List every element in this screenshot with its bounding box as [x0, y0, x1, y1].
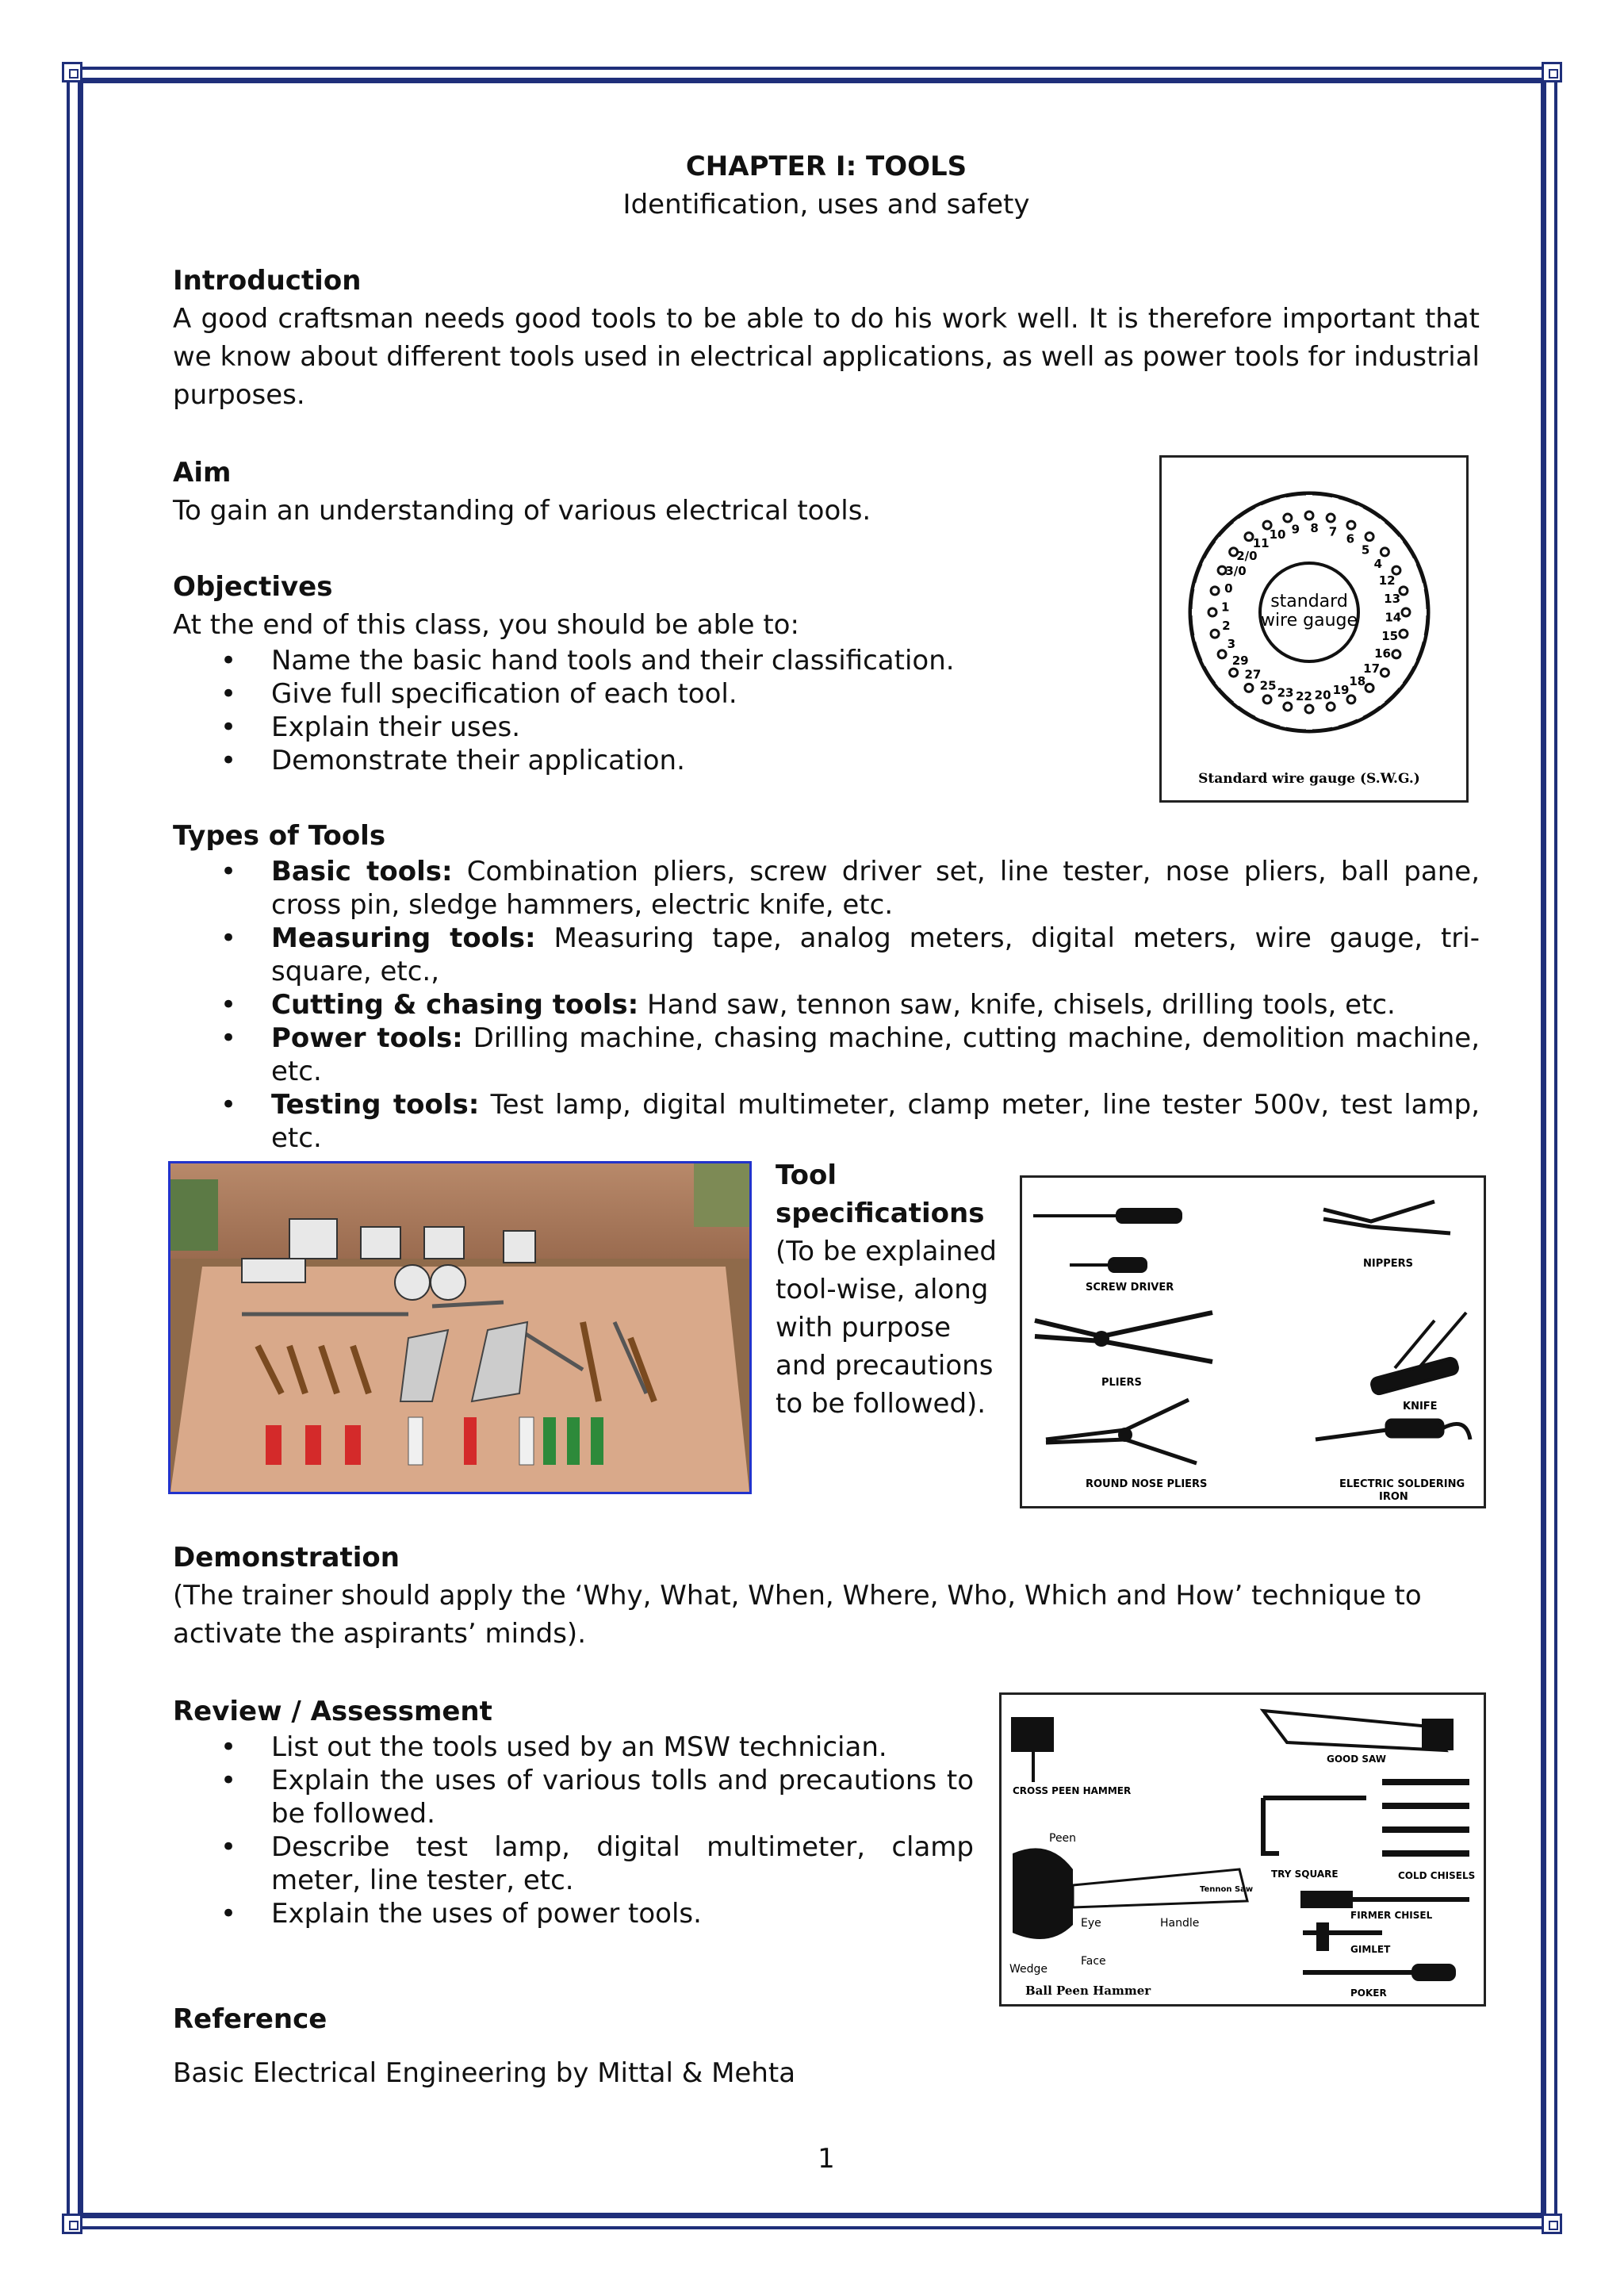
- label-soldering-iron-2: IRON: [1379, 1491, 1408, 1503]
- gauge-number: 2/0: [1236, 548, 1258, 563]
- gauge-slot-end: [1284, 703, 1292, 711]
- gauge-number: 12: [1378, 573, 1396, 588]
- tool-specs-text: (To be explained tool-wise, along with purpose and precautions to be followed).: [776, 1236, 997, 1420]
- gauge-center-text: wire gauge: [1260, 611, 1358, 631]
- reference-heading: Reference: [173, 2003, 327, 2035]
- gauge-slot-end: [1263, 696, 1271, 703]
- label-soldering-iron: ELECTRIC SOLDERING: [1339, 1478, 1465, 1490]
- gauge-number: 9: [1291, 522, 1300, 537]
- gauge-number: 11: [1252, 536, 1270, 551]
- hand-tools-drawing: [1022, 1178, 1484, 1506]
- gauge-slot-end: [1305, 705, 1313, 713]
- review-heading: Review / Assessment: [173, 1696, 492, 1727]
- list-item: [173, 1088, 1480, 1155]
- list-item: • Name the basic hand tools and their classification.: [173, 644, 1124, 677]
- chapter-title: CHAPTER I: TOOLS: [685, 151, 967, 182]
- gauge-number: 23: [1277, 685, 1294, 700]
- gauge-number: 13: [1384, 591, 1401, 606]
- tool-type-text: Measuring tape, analog meters, digital meters, wire gauge, tri-square, etc.,: [271, 922, 1480, 987]
- gauge-number: 27: [1244, 667, 1262, 682]
- gauge-number: 19: [1332, 683, 1350, 698]
- label-peen: Peen: [1049, 1832, 1077, 1845]
- demonstration-heading: Demonstration: [173, 1542, 400, 1573]
- objectives-heading: Objectives: [173, 571, 333, 603]
- label-handle: Handle: [1160, 1917, 1200, 1930]
- gauge-slot-end: [1284, 514, 1292, 522]
- gauge-slot-end: [1208, 608, 1216, 616]
- gauge-number: 1: [1220, 600, 1230, 615]
- types-list: [173, 855, 1480, 1155]
- tool-type-label: Power tools:: [271, 1022, 463, 1054]
- label-cross-peen-hammer: CROSS PEEN HAMMER: [1013, 1785, 1132, 1796]
- gauge-number: 14: [1385, 610, 1402, 625]
- wire-gauge-figure: [1159, 455, 1469, 803]
- gauge-slot-end: [1245, 533, 1253, 541]
- tool-type-text: Drilling machine, chasing machine, cutting machine, demolition machine, etc.: [271, 1022, 1480, 1087]
- review-list: [173, 1731, 974, 1930]
- gauge-slot-end: [1327, 703, 1335, 711]
- gauge-number: 29: [1231, 653, 1249, 668]
- gauge-number: 0: [1224, 581, 1233, 596]
- tool-type-label: Measuring tools:: [271, 922, 536, 954]
- list-item: • Explain the uses of power tools.: [173, 1897, 974, 1930]
- border-corner: [1542, 62, 1562, 82]
- list-item: [173, 922, 1480, 988]
- gauge-number: 22: [1295, 688, 1312, 703]
- introduction-text: A good craftsman needs good tools to be able to do his work well. It is therefore important that we know about different tools used in electrical applications, as well as power tools for industrial purposes.: [173, 303, 1480, 411]
- label-cold-chisels: COLD CHISELS: [1398, 1870, 1476, 1881]
- gauge-number: 3/0: [1225, 564, 1247, 579]
- reference-text: Basic Electrical Engineering by Mittal & Mehta: [173, 2057, 796, 2089]
- gauge-number: 20: [1314, 688, 1331, 703]
- workshop-tools-drawing: [1002, 1695, 1484, 2004]
- types-heading: Types of Tools: [173, 820, 386, 852]
- gauge-slot-end: [1381, 669, 1388, 677]
- label-face: Face: [1081, 1955, 1106, 1968]
- tool-type-text: Test lamp, digital multimeter, clamp meter, line tester 500v, test lamp, etc.: [271, 1089, 1480, 1154]
- gauge-slot-end: [1365, 684, 1373, 692]
- gauge-slot-end: [1400, 630, 1408, 638]
- gauge-slot-end: [1381, 548, 1388, 556]
- label-round-nose-pliers: ROUND NOSE PLIERS: [1086, 1478, 1208, 1490]
- list-item: • Give full specification of each tool.: [173, 677, 1124, 711]
- gauge-slot-end: [1365, 533, 1373, 541]
- tool-specs-heading: Tool specifications: [776, 1159, 985, 1229]
- gauge-slot-end: [1392, 650, 1400, 658]
- gauge-caption: Standard wire gauge (S.W.G.): [1198, 771, 1420, 787]
- gauge-slot-end: [1218, 650, 1226, 658]
- gauge-number: 5: [1361, 542, 1370, 558]
- gauge-number: 4: [1373, 557, 1383, 572]
- gauge-slot-end: [1211, 630, 1219, 638]
- list-item: • List out the tools used by an MSW technician.: [173, 1731, 974, 1764]
- list-item: [173, 988, 1480, 1022]
- label-firmer-chisel: FIRMER CHISEL: [1350, 1910, 1433, 1921]
- aim-heading: Aim: [173, 457, 232, 489]
- page-number: 1: [818, 2143, 835, 2175]
- gauge-slot-end: [1400, 587, 1408, 595]
- label-screw-driver: SCREW DRIVER: [1086, 1282, 1174, 1294]
- list-item: • Explain their uses.: [173, 711, 1124, 744]
- tools-photo: [168, 1161, 752, 1494]
- gauge-slot-end: [1402, 608, 1410, 616]
- objectives-lead: At the end of this class, you should be able to:: [173, 609, 799, 641]
- gauge-number: 25: [1259, 678, 1277, 693]
- label-gimlet: GIMLET: [1350, 1944, 1391, 1955]
- tool-type-label: Basic tools:: [271, 856, 453, 887]
- wire-gauge-drawing: [1162, 458, 1466, 800]
- label-try-square: TRY SQUARE: [1271, 1869, 1339, 1880]
- tool-type-text: Combination pliers, screw driver set, line tester, nose pliers, ball pane, cross pin, sledge hammers, electric knife, etc.: [271, 856, 1480, 921]
- label-knife: KNIFE: [1403, 1401, 1438, 1412]
- border-corner: [62, 2214, 82, 2234]
- list-item: [173, 1022, 1480, 1088]
- tool-specs-block: [776, 1156, 1005, 1423]
- label-ball-peen-hammer: Ball Peen Hammer: [1025, 1984, 1151, 1998]
- gauge-number: 10: [1269, 527, 1286, 542]
- border-corner: [62, 62, 82, 82]
- chapter-subtitle: Identification, uses and safety: [622, 189, 1030, 220]
- gauge-center-text: standard: [1270, 592, 1348, 611]
- gauge-number: 8: [1310, 521, 1319, 536]
- gauge-slot-end: [1230, 669, 1238, 677]
- gauge-number: 18: [1349, 673, 1366, 688]
- gauge-slot-end: [1347, 521, 1355, 529]
- label-eye: Eye: [1081, 1917, 1101, 1930]
- tools-photo-drawing: [170, 1163, 749, 1492]
- objectives-list: [173, 644, 1124, 777]
- label-poker: POKER: [1350, 1987, 1387, 1999]
- tool-type-label: Testing tools:: [271, 1089, 480, 1121]
- gauge-number: 16: [1374, 646, 1391, 661]
- introduction-heading: Introduction: [173, 265, 362, 297]
- tool-type-label: Cutting & chasing tools:: [271, 989, 639, 1021]
- list-item: • Explain the uses of various tolls and precautions to be followed.: [173, 1764, 974, 1830]
- aim-text: To gain an understanding of various electrical tools.: [173, 495, 871, 527]
- label-tennon-saw: Tennon Saw: [1200, 1885, 1254, 1894]
- label-wedge: Wedge: [1009, 1963, 1048, 1976]
- workshop-tools-figure: [999, 1692, 1486, 2007]
- gauge-number: 3: [1227, 637, 1236, 651]
- label-nippers: NIPPERS: [1363, 1258, 1414, 1270]
- gauge-slot-end: [1327, 514, 1335, 522]
- list-item: [173, 855, 1480, 922]
- label-pliers: PLIERS: [1101, 1377, 1142, 1389]
- label-good-saw: GOOD SAW: [1327, 1754, 1387, 1765]
- gauge-number: 15: [1381, 629, 1399, 643]
- list-item: • Demonstrate their application.: [173, 744, 1124, 777]
- border-corner: [1542, 2214, 1562, 2234]
- gauge-slot-end: [1305, 512, 1313, 519]
- gauge-slot-end: [1245, 684, 1253, 692]
- tool-type-text: Hand saw, tennon saw, knife, chisels, drilling tools, etc.: [647, 989, 1396, 1021]
- hand-tools-figure: [1020, 1175, 1486, 1508]
- gauge-number: 2: [1222, 619, 1231, 634]
- list-item: • Describe test lamp, digital multimeter, clamp meter, line tester, etc.: [173, 1830, 974, 1897]
- gauge-number: 17: [1363, 661, 1381, 677]
- demonstration-text: (The trainer should apply the ‘Why, What, When, Where, Who, Which and How’ technique to activate the aspirants’ minds).: [173, 1580, 1422, 1650]
- gauge-slot-end: [1211, 587, 1219, 595]
- gauge-number: 6: [1346, 531, 1355, 546]
- gauge-number: 7: [1328, 524, 1338, 539]
